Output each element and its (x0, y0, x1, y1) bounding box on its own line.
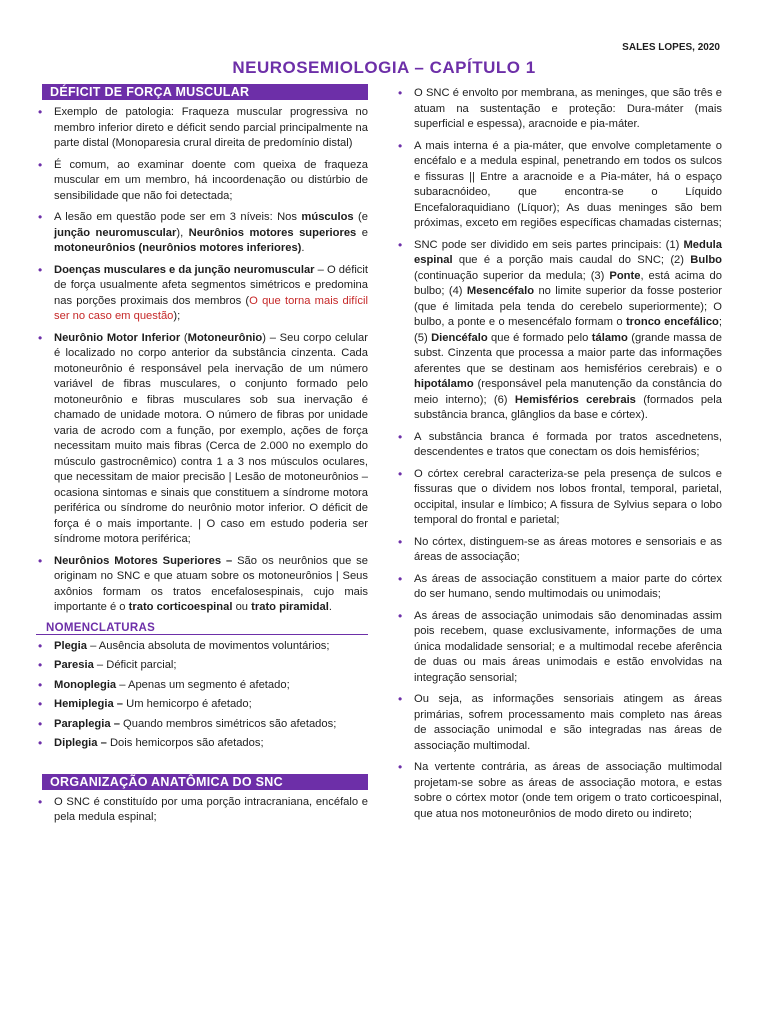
nomenclature-item: • Hemiplegia – Um hemicorpo é afetado; (38, 697, 252, 711)
list-item: • É comum, ao examinar doente com queixa de fraqueza muscular em um membro, há incoordenação ou distúrbio de sensibilidade que não foi detectada; (38, 157, 368, 202)
list-item: • SNC pode ser dividido em seis partes principais: (1) Medula espinal que é a porção mais caudal do SNC; (2) Bulbo (continuação superior da medula; (3) Ponte, está acima do bulbo; (4) Mesencéfalo no limite superior da fosse posterior (que é limitada pela tenda do cerebelo superiormente); O bulbo, a ponte e o mesencéfalo formam o tronco encefálico; (5) Diencéfalo que é formado pelo tálamo (grande massa de subst. Cinzenta que processa a maior parte das informações aferentes que se destinam aos hemisférios cerebrais) e o hipotálamo (responsável pela manutenção da constância do meio interno); (6) Hemisférios cerebrais (formados pela substância branca, glânglios da base e córtex). (398, 237, 722, 421)
snc-list (396, 86, 722, 822)
left-column (36, 84, 368, 832)
bullet-icon: • (38, 716, 43, 731)
list-item: • Ou seja, as informações sensoriais atingem as áreas primárias, sofrem processamento mais completo nas áreas de associação unimodal e são integradas nas áreas de associação multimodal. (398, 692, 722, 752)
list-item: • As áreas de associação constituem a maior parte do córtex do ser humano, sendo multimodais ou unimodais; (398, 571, 722, 600)
bullet-icon: • (38, 553, 43, 568)
bullet-icon: • (38, 677, 43, 692)
list-item: • O SNC é constituído por uma porção intracraniana, encéfalo e pela medula espinal; (38, 794, 368, 823)
bullet-icon: • (38, 157, 43, 172)
bullet-icon: • (398, 760, 403, 774)
organization-list (36, 795, 368, 826)
nomenclature-list (36, 639, 368, 752)
bullet-icon: • (398, 86, 403, 100)
list-item: • As áreas de associação unimodais são denominadas assim pois recebem, quase exclusivamente, informações de uma única modalidade sensorial; e a multimodal recebe aferência de duas ou mais áreas unimodais e estão envolvidas na integração sensorial; (398, 608, 722, 684)
nomenclature-item: • Paresia – Déficit parcial; (38, 658, 177, 672)
list-item: • Exemplo de patologia: Fraqueza muscular progressiva no membro inferior direto e déficit sendo parcial principalmente na parte distal (Monoparesia crural direita de predomínio distal) (38, 105, 368, 149)
list-item: • Na vertente contrária, as áreas de associação multimodal projetam-se sobre as áreas de associação motora, e estas sobre o córtex motor (onde tem origem o trato corticoespinal, que atua nos motoneurônios de modo direto ou indireto; (398, 760, 722, 820)
list-item: • O SNC é envolto por membrana, as meninges, que são três e atuam na sustentação e proteção: Dura-máter (mais superficial e espessa), aracnoide e pia-máter. (398, 86, 722, 130)
bullet-icon: • (38, 658, 43, 672)
bullet-icon: • (398, 692, 403, 706)
section-heading-nomenclature: NOMENCLATURAS (36, 622, 368, 635)
page-title: NEUROSEMIOLOGIA – CAPÍTULO 1 (232, 58, 536, 77)
bullet-icon: • (398, 429, 403, 444)
bullet-icon: • (398, 534, 403, 549)
section-heading-deficit: DÉFICIT DE FORÇA MUSCULAR (42, 84, 368, 100)
bullet-icon: • (38, 794, 43, 809)
author-label: SALES LOPES, 2020 (622, 42, 720, 53)
list-item: • Neurônios Motores Superiores – São os neurônios que se originam no SNC e que atuam sobre os motoneurônios | Seus axônios formam os tratos encefalosespinais, cujo mais importante é o trato corticoespinal ou trato piramidal. (38, 553, 368, 613)
deficit-list (36, 105, 368, 616)
bullet-icon: • (398, 466, 403, 481)
section-heading-organization: ORGANIZAÇÃO ANATÔMICA DO SNC (42, 774, 368, 790)
list-item: • A mais interna é a pia-máter, que envolve completamente o encéfalo e a medula espinal, penetrando em todos os sulcos e fissuras || Entre a aracnoide e a Pia-máter, há o espaço subaracnóideo, que encontra-se o Líquido Encefaloraquidiano (Líquor); As duas meninges são bem próximas, exceto em regiões específicas chamadas cisternas; (398, 138, 722, 229)
list-item: • O córtex cerebral caracteriza-se pela presença de sulcos e fissuras que o dividem nos lobos frontal, temporal, parietal, occipital, insular e límbico; A fissura de Sylvius separa o lobo temporal do frontal e parietal; (398, 466, 722, 526)
list-item: • A lesão em questão pode ser em 3 níveis: Nos músculos (e junção neuromuscular), Neurônios motores superiores e motoneurônios (neurônios motores inferiores). (38, 210, 368, 254)
bullet-icon: • (398, 608, 403, 623)
nomenclature-item: • Diplegia – Dois hemicorpos são afetados; (38, 736, 264, 750)
bullet-icon: • (38, 638, 43, 653)
bullet-icon: • (398, 237, 403, 252)
bullet-icon: • (38, 697, 43, 711)
bullet-icon: • (38, 210, 43, 224)
bullet-icon: • (38, 736, 43, 750)
list-item: • Doenças musculares e da junção neuromuscular – O déficit de força usualmente afeta segmentos simétricos e predomina nas porções proximais dos membros (O que torna mais difícil ser no caso em questão); (38, 262, 368, 322)
list-item: • A substância branca é formada por tratos ascednetens, descendentes e tratos que conectam os dois hemisférios; (398, 429, 722, 458)
bullet-icon: • (398, 138, 403, 153)
bullet-icon: • (38, 330, 43, 345)
list-item: • Neurônio Motor Inferior (Motoneurônio) – Seu corpo celular é localizado no corpo anterior da substância cinzenta. Cada motoneurônio é responsável pela inervação de um número variável de fibras musculares, o conjunto formado pelo motoneurônio e fibras musculares sob sua inervação é chamado de unidade motora. O número de fibras por unidade varia de acrodo com a função, por exemplo, ações de força necessitam muito mais fibras (Cerca de 2.000 no exemplo do músculo gastrocnêmico) contra 1 a 3 nos músculos oculares, que necessitam de maior precisão | Lesão de motoneurônios – ocasiona sintomas e sinais que constituem a síndrome motora periférica ou síndrome do neurônio motor inferior. O déficit de força é o mais importante. | O caso em estudo poderia ser síndrome motora periférica; (38, 330, 368, 545)
nomenclature-item: • Monoplegia – Apenas um segmento é afetado; (38, 677, 290, 692)
bullet-icon: • (398, 571, 403, 586)
nomenclature-item: • Plegia – Ausência absoluta de movimentos voluntários; (38, 638, 330, 653)
bullet-icon: • (38, 262, 43, 277)
nomenclature-item: • Paraplegia – Quando membros simétricos são afetados; (38, 716, 337, 731)
right-column (396, 86, 722, 828)
list-item: • No córtex, distinguem-se as áreas motores e sensoriais e as áreas de associação; (398, 534, 722, 563)
bullet-icon: • (38, 105, 43, 119)
